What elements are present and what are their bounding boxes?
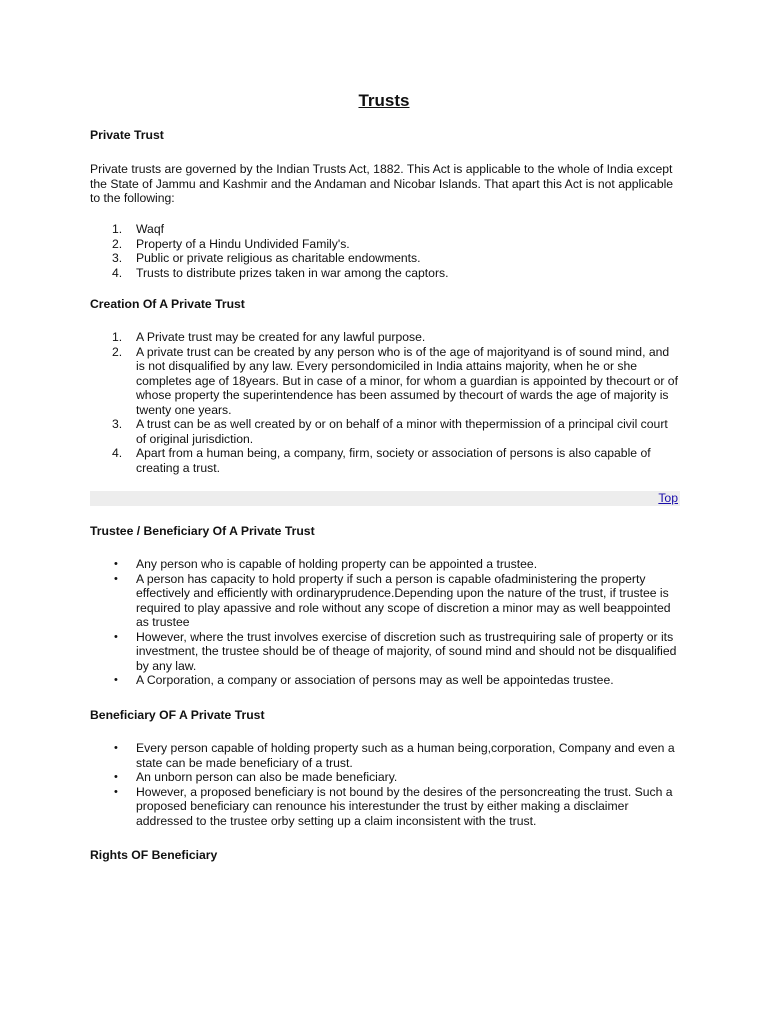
section-heading: Trustee / Beneficiary Of A Private Trust [90, 524, 315, 538]
private-trust-intro: Private trusts are governed by the Indian Trusts Act, 1882. This Act is applicable to the whole of India except the State of Jammu and Kashmir and the Andaman and Nicobar Islands. That apart this Act is not applicable to the following: [90, 162, 674, 205]
list-item: • A Corporation, a company or association of persons may as well be appointedas trustee. [114, 673, 614, 687]
section-heading: Beneficiary OF A Private Trust [90, 708, 265, 722]
section-heading: Private Trust [90, 128, 164, 142]
section-private-trust [90, 128, 680, 143]
list-item: • Every person capable of holding property such as a human being,corporation, Company and even a state can be made beneficiary of a trust. [114, 741, 675, 770]
section-heading: Creation Of A Private Trust [90, 297, 245, 311]
section-rights [90, 848, 680, 863]
top-link[interactable]: Top [658, 491, 678, 505]
list-item: 2. Property of a Hindu Undivided Family's. [112, 236, 350, 251]
list-item: 1. Waqf [112, 222, 164, 236]
list-item: 4. Apart from a human being, a company, firm, society or association of persons is also capable of creating a trust. [112, 446, 651, 475]
list-item: 2. A private trust can be created by any person who is of the age of majorityand is of sound mind, and is not disqualified by any law. Every persondomiciled in India attains majority, when he or she completes age of 18years. But in case of a minor, for whom a guardian is appointed by thecourt or of whose property the superintendence has been assumed by thecourt of wards the age of majority is twenty one years. [112, 344, 678, 417]
back-to-top-bar [90, 491, 680, 506]
page-title: Trusts [358, 91, 410, 110]
list-item: 3. A trust can be as well created by or on behalf of a minor with thepermission of a principal civil court of original jurisdiction. [112, 417, 668, 446]
list-item: • A person has capacity to hold property if such a person is capable ofadministering the property effectively and efficiently with ordinaryprudence.Depending upon the nature of the trust, if trustee is required to play apassive and role without any scope of discretion a minor may as well beappointed as trustee [114, 571, 671, 629]
private-trust-list-block [90, 222, 680, 280]
creation-list-block [90, 330, 680, 475]
creation-list [90, 330, 680, 475]
section-creation [90, 297, 680, 312]
section-trustee [90, 524, 680, 539]
list-item: 4. Trusts to distribute prizes taken in war among the captors. [112, 265, 449, 280]
exclusions-list [90, 222, 680, 280]
list-item: • However, where the trust involves exercise of discretion such as trustrequiring sale of property or its investment, the trustee should be of theage of majority, of sound mind and should not be disqualified by any law. [114, 629, 677, 673]
beneficiary-list-block [90, 741, 680, 828]
trustee-list-block [90, 557, 680, 688]
trustee-list [90, 557, 680, 688]
list-item: • Any person who is capable of holding property can be appointed a trustee. [114, 557, 538, 571]
list-item: 3. Public or private religious as charitable endowments. [112, 251, 421, 265]
beneficiary-list [90, 741, 680, 828]
section-beneficiary [90, 708, 680, 723]
private-trust-intro-block [90, 162, 680, 206]
section-heading: Rights OF Beneficiary [90, 848, 218, 862]
list-item: 1. A Private trust may be created for any lawful purpose. [112, 330, 426, 344]
list-item: • An unborn person can also be made beneficiary. [114, 770, 398, 784]
list-item: • However, a proposed beneficiary is not bound by the desires of the personcreating the trust. Such a proposed beneficiary can renounce his interestunder the trust by either making a disclaimer addressed to the trustee orby setting up a claim inconsistent with the trust. [114, 784, 673, 828]
